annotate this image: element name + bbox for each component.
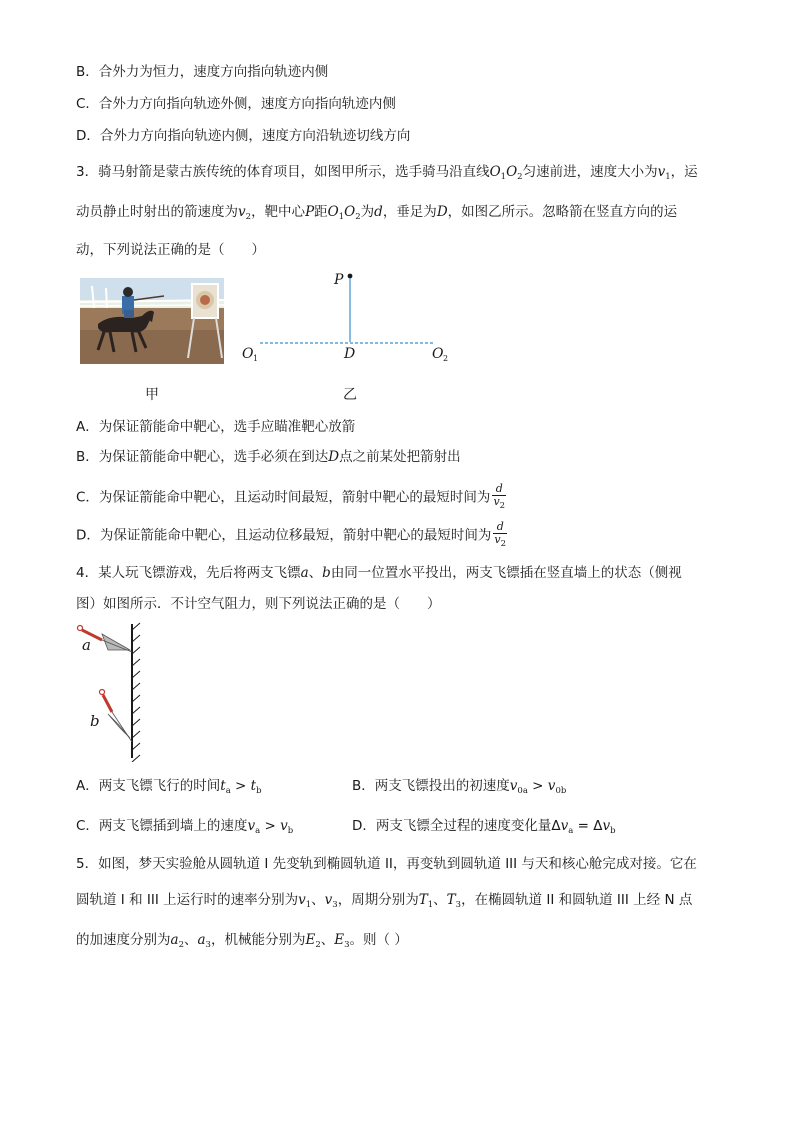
label-p: P bbox=[334, 272, 344, 288]
label-b: b bbox=[90, 712, 100, 730]
q3-option-c: C．为保证箭能命中靶心，且运动时间最短，箭射中靶心的最短时间为 $\frac{d}{v_2}$ bbox=[76, 482, 506, 511]
q4-option-b: B．两支飞镖投出的初速度$v_{0a} > v_{0b}$ bbox=[352, 778, 567, 796]
q4-stem-line2: 图）如图所示．不计空气阻力，则下列说法正确的是（ ） bbox=[76, 596, 441, 612]
label-o2: O bbox=[432, 346, 444, 362]
q3-option-a: A．为保证箭能命中靶心，选手应瞄准靶心放箭 bbox=[76, 419, 356, 435]
figure-jia-caption: 甲 bbox=[145, 387, 159, 403]
label-o2-sub: 2 bbox=[443, 354, 449, 363]
figure-yi-diagram bbox=[236, 262, 466, 372]
q3-stem-line1: 3．骑马射箭是蒙古族传统的体育项目，如图甲所示，选手骑马沿直线$O_1O_2$匀速前进，速度大小为$v_1$，运 bbox=[76, 164, 698, 182]
q5-stem-line2: 圆轨道 I 和 III 上运行时的速率分别为$v_1$、$v_3$，周期分别为$T_1$、$T_3$，在椭圆轨道 II 和圆轨道 III 上经 N 点 bbox=[76, 892, 693, 910]
q4-option-d: D．两支飞镖全过程的速度变化量$\Delta v_a = \Delta v_b$ bbox=[352, 818, 616, 836]
fraction-d-over-v2: $\frac{d}{v_2}$ bbox=[494, 520, 507, 549]
q2-option-d: D．合外力方向指向轨迹内侧，速度方向沿轨迹切线方向 bbox=[76, 128, 411, 144]
label-o1: O bbox=[242, 346, 254, 362]
q5-stem-line1: 5．如图，梦天实验舱从圆轨道 I 先变轨到椭圆轨道 II，再变轨到圆轨道 III 与天和核心舱完成对接。它在 bbox=[76, 856, 697, 872]
q2-option-b: B．合外力为恒力，速度方向指向轨迹内侧 bbox=[76, 64, 329, 80]
q3-option-d: D．为保证箭能命中靶心，且运动位移最短，箭射中靶心的最短时间为 $\frac{d}{v_2}$ bbox=[76, 520, 507, 549]
fraction-d-over-v2: $\frac{d}{v_2}$ bbox=[493, 482, 506, 511]
label-o1-sub: 1 bbox=[253, 354, 259, 363]
darts-wall-diagram bbox=[72, 620, 144, 762]
target-center-point bbox=[348, 274, 353, 279]
q3-stem-line3: 动，下列说法正确的是（ ） bbox=[76, 242, 265, 258]
label-a: a bbox=[82, 636, 91, 654]
q3-stem-line2: 动员静止时射出的箭速度为$v_2$，靶中心P距$O_1O_2$为d，垂足为D，如图乙所示。忽略箭在竖直方向的运 bbox=[76, 204, 678, 222]
figure-yi-caption: 乙 bbox=[343, 387, 357, 403]
q2-option-c: C．合外力方向指向轨迹外侧，速度方向指向轨迹内侧 bbox=[76, 96, 396, 112]
q4-option-c: C．两支飞镖插到墙上的速度$v_a > v_b$ bbox=[76, 818, 294, 836]
q5-stem-line3: 的加速度分别为$a_2$、$a_3$，机械能分别为$E_2$、$E_3$。则（ ） bbox=[76, 932, 408, 950]
q4-option-a: A．两支飞镖飞行的时间$t_a > t_b$ bbox=[76, 778, 262, 796]
horse-archer-photo bbox=[80, 278, 224, 364]
label-d: D bbox=[344, 346, 356, 362]
horse-archer-illustration bbox=[80, 278, 224, 364]
q3-option-b: B．为保证箭能命中靶心，选手必须在到达D点之前某处把箭射出 bbox=[76, 449, 461, 465]
dart-b bbox=[100, 690, 133, 743]
q4-stem-line1: 4．某人玩飞镖游戏，先后将两支飞镖a、b由同一位置水平投出，两支飞镖插在竖直墙上的状态（侧视 bbox=[76, 565, 682, 581]
